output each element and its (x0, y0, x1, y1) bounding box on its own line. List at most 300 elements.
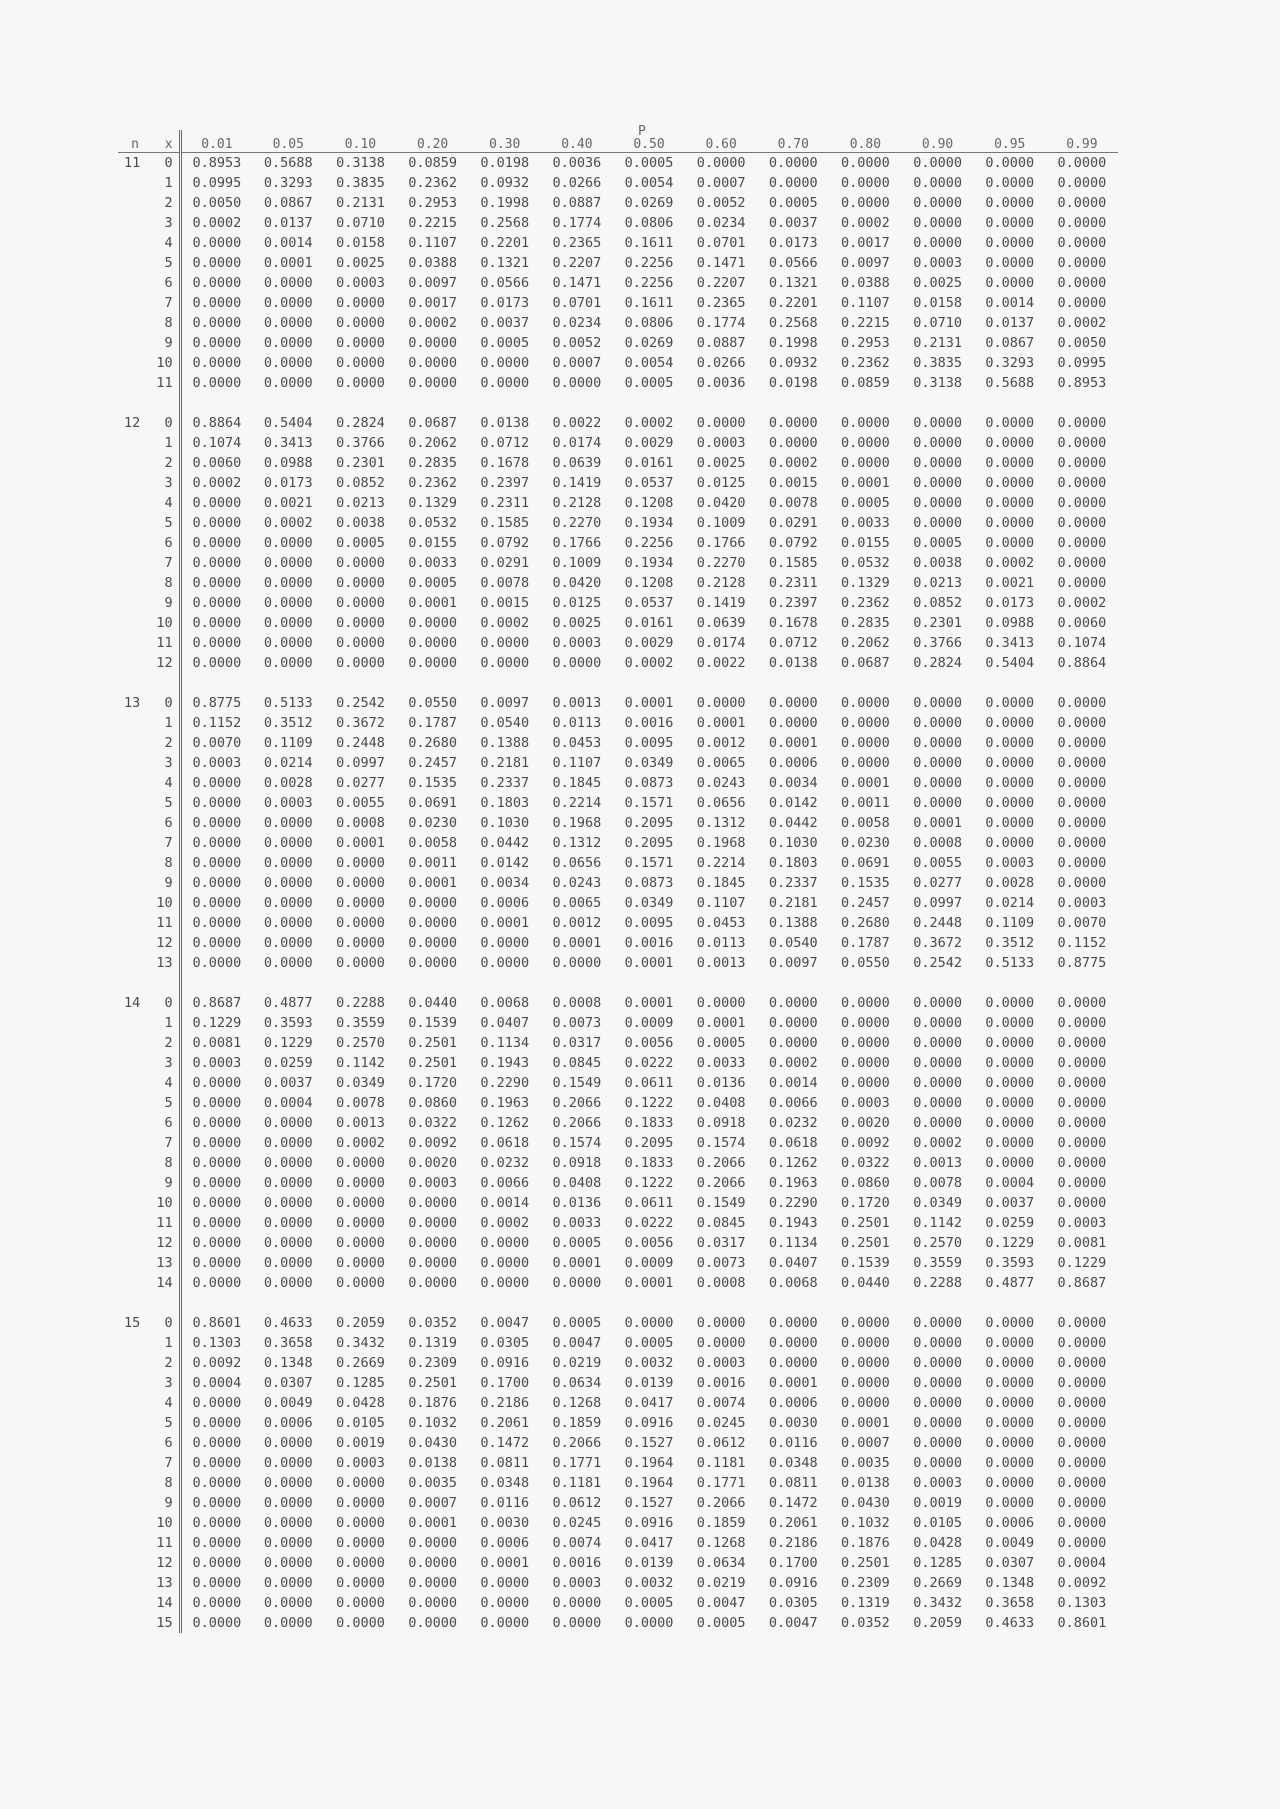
probability-cell: 0.2397 (480, 475, 530, 491)
probability-cell: 0.0000 (841, 735, 890, 751)
probability-cell: 0.0047 (696, 1595, 746, 1611)
probability-cell: 0.1720 (408, 1075, 457, 1091)
probability-cell: 0.0000 (1057, 1115, 1107, 1131)
probability-cell: 0.0049 (985, 1535, 1035, 1551)
probability-cell: 0.2256 (624, 535, 674, 551)
probability-cell: 0.1803 (768, 855, 818, 871)
probability-cell: 0.0013 (696, 955, 746, 971)
probability-cell: 0.0002 (768, 455, 818, 471)
probability-cell: 0.0000 (1057, 1335, 1107, 1351)
probability-cell: 0.3559 (913, 1255, 962, 1271)
table-row (118, 1573, 1118, 1593)
probability-cell: 0.1107 (408, 235, 457, 251)
probability-cell: 0.1998 (768, 335, 818, 351)
probability-cell: 0.2824 (336, 415, 385, 431)
probability-cell: 0.1774 (552, 215, 602, 231)
probability-cell: 0.1303 (1057, 1595, 1107, 1611)
table-row (118, 1273, 1118, 1293)
probability-cell: 0.0036 (696, 375, 746, 391)
probability-cell: 0.0537 (624, 595, 674, 611)
probability-cell: 0.0000 (192, 1435, 242, 1451)
n-cell (118, 593, 152, 613)
probability-cell: 0.2131 (336, 195, 385, 211)
probability-cell: 0.0139 (624, 1375, 674, 1391)
probability-cell: 0.0691 (408, 795, 457, 811)
n-cell (118, 1373, 152, 1393)
probability-cell: 0.0013 (336, 1115, 385, 1131)
probability-cell: 0.0005 (624, 375, 674, 391)
probability-cell: 0.0000 (480, 1595, 530, 1611)
probability-cell: 0.0916 (768, 1575, 818, 1591)
probability-cell: 0.0687 (841, 655, 890, 671)
probability-cell: 0.0000 (336, 1155, 385, 1171)
x-cell: 5 (152, 253, 180, 273)
probability-cell: 0.0013 (552, 695, 602, 711)
probability-cell: 0.3672 (336, 715, 385, 731)
probability-cell: 0.0003 (696, 435, 746, 451)
probability-cell: 0.0008 (696, 1275, 746, 1291)
probability-cell: 0.0811 (768, 1475, 818, 1491)
probability-cell: 0.0428 (336, 1395, 385, 1411)
probability-cell: 0.0000 (1057, 1355, 1107, 1371)
probability-cell: 0.0000 (1057, 495, 1107, 511)
probability-cell: 0.0000 (192, 255, 242, 271)
probability-cell: 0.0025 (336, 255, 385, 271)
probability-cell: 0.0000 (985, 1055, 1035, 1071)
probability-cell: 0.2290 (480, 1075, 530, 1091)
probability-cell: 0.0000 (263, 1495, 313, 1511)
probability-cell: 0.0050 (192, 195, 242, 211)
probability-cell: 0.0004 (985, 1175, 1035, 1191)
probability-cell: 0.0701 (552, 295, 602, 311)
probability-cell: 0.0305 (480, 1335, 530, 1351)
probability-cell: 0.0712 (768, 635, 818, 651)
probability-cell: 0.0000 (263, 915, 313, 931)
n-cell (118, 253, 152, 273)
probability-cell: 0.0005 (768, 195, 818, 211)
probability-cell: 0.0138 (408, 1455, 457, 1471)
probability-cell: 0.0034 (480, 875, 530, 891)
probability-cell: 0.2309 (841, 1575, 890, 1591)
p-axis-label: P (638, 124, 646, 139)
probability-cell: 0.0033 (552, 1215, 602, 1231)
probability-cell: 0.0305 (768, 1595, 818, 1611)
x-cell: 3 (152, 473, 180, 493)
n-cell (118, 1453, 152, 1473)
table-row (118, 733, 1118, 753)
probability-cell: 0.0000 (263, 1435, 313, 1451)
probability-cell: 0.2835 (408, 455, 457, 471)
probability-cell: 0.0000 (985, 155, 1035, 171)
probability-cell: 0.3413 (263, 435, 313, 451)
probability-cell: 0.0000 (408, 915, 457, 931)
probability-cell: 0.0000 (336, 875, 385, 891)
probability-cell: 0.0065 (696, 755, 746, 771)
probability-cell: 0.0806 (624, 315, 674, 331)
x-cell: 1 (152, 433, 180, 453)
probability-cell: 0.0000 (768, 1355, 818, 1371)
probability-cell: 0.3593 (263, 1015, 313, 1031)
probability-cell: 0.0000 (985, 415, 1035, 431)
probability-cell: 0.0307 (985, 1555, 1035, 1571)
probability-cell: 0.2501 (841, 1555, 890, 1571)
probability-cell: 0.0074 (696, 1395, 746, 1411)
probability-cell: 0.2270 (696, 555, 746, 571)
probability-cell: 0.0005 (480, 335, 530, 351)
n-cell (118, 733, 152, 753)
x-cell: 0 (152, 1313, 180, 1333)
n-cell (118, 1033, 152, 1053)
n-cell (118, 313, 152, 333)
probability-cell: 0.0000 (841, 435, 890, 451)
probability-cell: 0.1208 (624, 575, 674, 591)
p-column-header: 0.05 (252, 130, 324, 153)
x-cell: 4 (152, 493, 180, 513)
probability-cell: 0.0001 (913, 815, 962, 831)
probability-cell: 0.1527 (624, 1495, 674, 1511)
p-column-header: 0.40 (541, 130, 613, 153)
n-cell (118, 1333, 152, 1353)
probability-cell: 0.0352 (841, 1615, 890, 1631)
probability-cell: 0.0000 (336, 955, 385, 971)
probability-cell: 0.0916 (624, 1415, 674, 1431)
probability-cell: 0.2835 (841, 615, 890, 631)
probability-cell: 0.1859 (696, 1515, 746, 1531)
probability-cell: 0.0073 (696, 1255, 746, 1271)
probability-cell: 0.0003 (336, 275, 385, 291)
x-cell: 13 (152, 953, 180, 973)
probability-cell: 0.1208 (624, 495, 674, 511)
probability-cell: 0.2337 (480, 775, 530, 791)
probability-cell: 0.1787 (408, 715, 457, 731)
probability-cell: 0.0025 (552, 615, 602, 631)
table-row (118, 1053, 1118, 1073)
probability-cell: 0.1134 (480, 1035, 530, 1051)
probability-cell: 0.0000 (263, 1555, 313, 1571)
probability-cell: 0.1181 (552, 1475, 602, 1491)
probability-cell: 0.0065 (552, 895, 602, 911)
probability-cell: 0.0000 (336, 335, 385, 351)
probability-cell: 0.0021 (985, 575, 1035, 591)
probability-cell: 0.0000 (192, 1535, 242, 1551)
probability-cell: 0.0000 (263, 295, 313, 311)
probability-cell: 0.0000 (1057, 695, 1107, 711)
probability-cell: 0.0000 (913, 775, 962, 791)
x-cell: 2 (152, 193, 180, 213)
probability-cell: 0.0845 (696, 1215, 746, 1231)
probability-cell: 0.0230 (841, 835, 890, 851)
probability-cell: 0.0113 (552, 715, 602, 731)
probability-cell: 0.2309 (408, 1355, 457, 1371)
probability-cell: 0.0078 (336, 1095, 385, 1111)
probability-cell: 0.3559 (336, 1015, 385, 1031)
table-row (118, 1593, 1118, 1613)
x-cell: 10 (152, 1193, 180, 1213)
probability-cell: 0.1419 (552, 475, 602, 491)
n-cell: 14 (124, 995, 141, 1011)
x-cell: 1 (152, 1013, 180, 1033)
probability-cell: 0.0000 (263, 875, 313, 891)
probability-cell: 0.0006 (768, 755, 818, 771)
probability-cell: 0.0000 (192, 555, 242, 571)
probability-cell: 0.0005 (552, 1315, 602, 1331)
probability-cell: 0.0000 (985, 775, 1035, 791)
probability-cell: 0.0125 (552, 595, 602, 611)
probability-cell: 0.0000 (336, 375, 385, 391)
probability-cell: 0.0033 (696, 1055, 746, 1071)
probability-cell: 0.0097 (480, 695, 530, 711)
n-cell (118, 873, 152, 893)
probability-cell: 0.0004 (192, 1375, 242, 1391)
x-cell: 9 (152, 1173, 180, 1193)
probability-cell: 0.8687 (192, 995, 242, 1011)
probability-cell: 0.1833 (624, 1115, 674, 1131)
n-cell (118, 1213, 152, 1233)
probability-cell: 0.0000 (841, 1035, 890, 1051)
probability-cell: 0.0000 (192, 795, 242, 811)
probability-cell: 0.1574 (552, 1135, 602, 1151)
probability-cell: 0.1934 (624, 515, 674, 531)
probability-cell: 0.0000 (696, 695, 746, 711)
probability-cell: 0.0035 (408, 1475, 457, 1491)
x-cell: 12 (152, 1553, 180, 1573)
p-column-header: 0.10 (324, 130, 396, 153)
probability-cell: 0.0016 (624, 935, 674, 951)
probability-cell: 0.0000 (480, 355, 530, 371)
n-cell (118, 1413, 152, 1433)
table-row (118, 213, 1118, 233)
probability-cell: 0.0000 (263, 1135, 313, 1151)
probability-cell: 0.0000 (263, 1515, 313, 1531)
probability-cell: 0.0000 (1057, 1195, 1107, 1211)
probability-cell: 0.0000 (985, 1135, 1035, 1151)
probability-cell: 0.0656 (696, 795, 746, 811)
probability-cell: 0.2186 (480, 1395, 530, 1411)
probability-cell: 0.1030 (480, 815, 530, 831)
probability-cell: 0.0000 (480, 1255, 530, 1271)
probability-cell: 0.0000 (768, 715, 818, 731)
probability-cell: 0.0000 (913, 735, 962, 751)
probability-cell: 0.2181 (480, 755, 530, 771)
probability-cell: 0.0173 (985, 595, 1035, 611)
probability-cell: 0.0388 (841, 275, 890, 291)
probability-cell: 0.1611 (624, 235, 674, 251)
probability-cell: 0.0011 (408, 855, 457, 871)
probability-cell: 0.0005 (552, 1235, 602, 1251)
probability-cell: 0.0173 (480, 295, 530, 311)
probability-cell: 0.0000 (408, 935, 457, 951)
probability-cell: 0.0174 (696, 635, 746, 651)
n-cell (118, 1353, 152, 1373)
binomial-table (118, 130, 1118, 1633)
probability-cell: 0.0000 (841, 1075, 890, 1091)
n-cell (118, 773, 152, 793)
x-cell: 6 (152, 273, 180, 293)
probability-cell: 0.2095 (624, 835, 674, 851)
probability-cell: 0.5404 (263, 415, 313, 431)
probability-cell: 0.0001 (408, 595, 457, 611)
probability-cell: 0.2311 (768, 575, 818, 591)
probability-cell: 0.0000 (1057, 775, 1107, 791)
probability-cell: 0.0052 (552, 335, 602, 351)
probability-cell: 0.2953 (408, 195, 457, 211)
probability-cell: 0.0550 (408, 695, 457, 711)
probability-cell: 0.0000 (985, 1015, 1035, 1031)
probability-cell: 0.0430 (408, 1435, 457, 1451)
probability-cell: 0.0317 (696, 1235, 746, 1251)
probability-cell: 0.1152 (192, 715, 242, 731)
probability-cell: 0.0442 (480, 835, 530, 851)
probability-cell: 0.0047 (552, 1335, 602, 1351)
probability-cell: 0.0000 (1057, 815, 1107, 831)
probability-cell: 0.0009 (624, 1015, 674, 1031)
n-cell (118, 1493, 152, 1513)
probability-cell: 0.0000 (768, 1315, 818, 1331)
probability-cell: 0.0000 (985, 1355, 1035, 1371)
probability-cell: 0.0000 (1057, 435, 1107, 451)
n-cell (118, 173, 152, 193)
probability-cell: 0.1181 (696, 1455, 746, 1471)
probability-cell: 0.0000 (192, 615, 242, 631)
probability-cell: 0.2457 (841, 895, 890, 911)
table-row (118, 1473, 1118, 1493)
probability-cell: 0.0032 (624, 1355, 674, 1371)
n-cell (118, 1233, 152, 1253)
probability-cell: 0.0003 (336, 1455, 385, 1471)
probability-cell: 0.0232 (480, 1155, 530, 1171)
probability-cell: 0.1388 (768, 915, 818, 931)
x-cell: 8 (152, 853, 180, 873)
probability-cell: 0.0611 (624, 1195, 674, 1211)
probability-cell: 0.0005 (624, 1335, 674, 1351)
probability-cell: 0.1312 (552, 835, 602, 851)
probability-cell: 0.0430 (841, 1495, 890, 1511)
probability-cell: 0.0000 (263, 555, 313, 571)
probability-cell: 0.0000 (841, 1355, 890, 1371)
x-cell: 0 (152, 993, 180, 1013)
probability-cell: 0.0047 (480, 1315, 530, 1331)
probability-cell: 0.1963 (480, 1095, 530, 1111)
table-row (118, 373, 1118, 393)
probability-cell: 0.0049 (263, 1395, 313, 1411)
probability-cell: 0.1766 (696, 535, 746, 551)
probability-cell: 0.1032 (408, 1415, 457, 1431)
probability-cell: 0.0259 (263, 1055, 313, 1071)
probability-cell: 0.0006 (480, 895, 530, 911)
probability-cell: 0.0000 (1057, 1375, 1107, 1391)
x-cell: 4 (152, 773, 180, 793)
probability-cell: 0.2066 (696, 1155, 746, 1171)
probability-cell: 0.0000 (1057, 1095, 1107, 1111)
probability-cell: 0.0001 (624, 995, 674, 1011)
probability-cell: 0.3432 (913, 1595, 962, 1611)
probability-cell: 0.0001 (768, 1375, 818, 1391)
probability-cell: 0.0019 (913, 1495, 962, 1511)
probability-cell: 0.0000 (985, 1375, 1035, 1391)
probability-cell: 0.0097 (841, 255, 890, 271)
probability-cell: 0.0000 (263, 1215, 313, 1231)
probability-cell: 0.0000 (841, 695, 890, 711)
probability-cell: 0.1472 (480, 1435, 530, 1451)
probability-cell: 0.0000 (263, 935, 313, 951)
probability-cell: 0.0000 (263, 1235, 313, 1251)
probability-cell: 0.1030 (768, 835, 818, 851)
probability-cell: 0.1968 (696, 835, 746, 851)
probability-cell: 0.2256 (624, 275, 674, 291)
probability-cell: 0.0000 (768, 175, 818, 191)
probability-cell: 0.1964 (624, 1455, 674, 1471)
probability-cell: 0.0349 (913, 1195, 962, 1211)
x-cell: 10 (152, 893, 180, 913)
probability-cell: 0.0612 (696, 1435, 746, 1451)
probability-cell: 0.2066 (696, 1495, 746, 1511)
probability-cell: 0.0000 (192, 375, 242, 391)
x-cell: 0 (152, 153, 180, 174)
probability-cell: 0.1262 (480, 1115, 530, 1131)
n-cell (118, 633, 152, 653)
probability-cell: 0.1262 (768, 1155, 818, 1171)
probability-cell: 0.0000 (985, 1035, 1035, 1051)
probability-cell: 0.1700 (768, 1555, 818, 1571)
probability-cell: 0.0000 (192, 1235, 242, 1251)
x-cell: 1 (152, 173, 180, 193)
probability-cell: 0.0030 (480, 1515, 530, 1531)
probability-cell: 0.0867 (263, 195, 313, 211)
probability-cell: 0.1321 (768, 275, 818, 291)
probability-cell: 0.1285 (913, 1555, 962, 1571)
table-row (118, 993, 1118, 1013)
probability-cell: 0.0000 (263, 895, 313, 911)
probability-cell: 0.4633 (263, 1315, 313, 1331)
probability-cell: 0.2059 (913, 1615, 962, 1631)
probability-cell: 0.0000 (841, 715, 890, 731)
table-row (118, 1333, 1118, 1353)
x-cell: 9 (152, 593, 180, 613)
probability-cell: 0.0000 (192, 1135, 242, 1151)
probability-cell: 0.0002 (192, 215, 242, 231)
table-row (118, 1313, 1118, 1333)
x-cell: 4 (152, 233, 180, 253)
table-row (118, 1413, 1118, 1433)
probability-cell: 0.0058 (841, 815, 890, 831)
n-cell: 15 (124, 1315, 141, 1331)
probability-cell: 0.2128 (552, 495, 602, 511)
n-cell (118, 273, 152, 293)
probability-cell: 0.0158 (913, 295, 962, 311)
probability-cell: 0.0006 (985, 1515, 1035, 1531)
probability-cell: 0.0125 (696, 475, 746, 491)
probability-cell: 0.0000 (192, 1495, 242, 1511)
probability-cell: 0.1539 (408, 1015, 457, 1031)
probability-cell: 0.0002 (913, 1135, 962, 1151)
probability-cell: 0.4877 (985, 1275, 1035, 1291)
probability-cell: 0.1803 (480, 795, 530, 811)
probability-cell: 0.0000 (192, 1275, 242, 1291)
probability-cell: 0.0142 (768, 795, 818, 811)
probability-cell: 0.0000 (841, 1055, 890, 1071)
probability-cell: 0.2061 (480, 1415, 530, 1431)
x-column-header: x (152, 130, 180, 153)
x-cell: 7 (152, 833, 180, 853)
probability-cell: 0.2953 (841, 335, 890, 351)
probability-cell: 0.2365 (696, 295, 746, 311)
probability-cell: 0.0408 (552, 1175, 602, 1191)
x-cell: 12 (152, 1233, 180, 1253)
probability-cell: 0.1876 (841, 1535, 890, 1551)
probability-cell: 0.0916 (624, 1515, 674, 1531)
probability-cell: 0.0000 (192, 1415, 242, 1431)
probability-cell: 0.0000 (192, 1175, 242, 1191)
